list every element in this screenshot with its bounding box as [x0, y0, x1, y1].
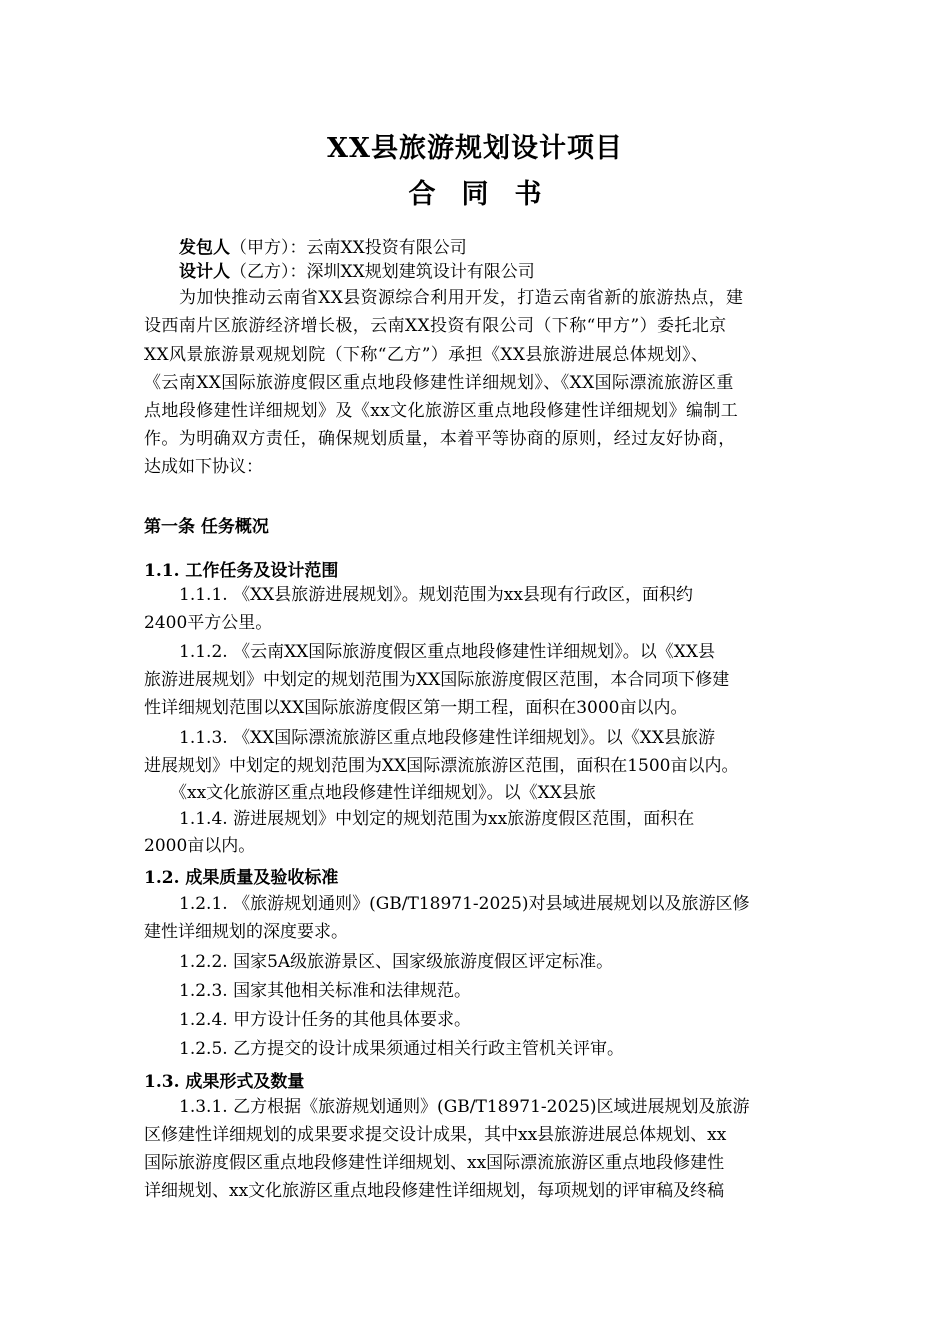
party-b-line — [179, 261, 535, 283]
party-a-value: （甲方）：云南XX投资有限公司 — [230, 238, 467, 258]
clause-1-1-4: 1.1.4. 游进展规划》中划定的规划范围为xx旅游度假区范围，面积在 — [179, 809, 695, 829]
clause-1-1-4-pre: 《xx文化旅游区重点地段修建性详细规划》。以《XX县旅 — [170, 783, 596, 803]
intro-line: 《云南XX国际旅游度假区重点地段修建性详细规划》、《XX国际漂流旅游区重 — [144, 373, 734, 393]
clause-1-2-5: 1.2.5. 乙方提交的设计成果须通过相关行政主管机关评审。 — [179, 1039, 625, 1059]
section-1-3-heading: 1.3. 成果形式及数量 — [144, 1072, 305, 1092]
clause-1-1-1: 1.1.1. 《XX县旅游进展规划》。规划范围为xx县现有行政区，面积约 — [179, 585, 693, 605]
section-1-2-heading: 1.2. 成果质量及验收标准 — [144, 868, 339, 888]
party-b-label: 设计人 — [179, 262, 230, 282]
clause-1-3-1-cont: 区修建性详细规划的成果要求提交设计成果，其中xx县旅游进展总体规划、xx — [144, 1125, 727, 1145]
clause-1-1-3-cont: 进展规划》中划定的规划范围为XX国际漂流旅游区范围，面积在1500亩以内。 — [144, 756, 739, 776]
party-a-line — [179, 237, 467, 259]
clause-1-2-1: 1.2.1. 《旅游规划通则》(GB/T18971-2025)对县域进展规划以及旅游区修 — [179, 894, 750, 914]
clause-1-2-1-cont: 建性详细规划的深度要求。 — [144, 922, 348, 942]
intro-line: 设西南片区旅游经济增长极，云南XX投资有限公司（下称“甲方”）委托北京 — [144, 316, 727, 336]
section-1-1-heading: 1.1. 工作任务及设计范围 — [144, 561, 339, 581]
clause-1-1-2: 1.1.2. 《云南XX国际旅游度假区重点地段修建性详细规划》。以《XX县 — [179, 642, 715, 662]
clause-1-1-4-cont: 2000亩以内。 — [144, 836, 256, 856]
clause-1-1-2-cont: 旅游进展规划》中划定的规划范围为XX国际旅游度假区范围，本合同项下修建 — [144, 670, 730, 690]
clause-1-2-2: 1.2.2. 国家5A级旅游景区、国家级旅游度假区评定标准。 — [179, 952, 614, 972]
intro-line: 达成如下协议： — [144, 457, 263, 477]
intro-line: 为加快推动云南省XX县资源综合利用开发，打造云南省新的旅游热点，建 — [179, 288, 744, 308]
clause-1-3-1-cont: 详细规划、xx文化旅游区重点地段修建性详细规划，每项规划的评审稿及终稿 — [144, 1181, 725, 1201]
article-1-heading: 第一条 任务概况 — [144, 517, 269, 537]
party-a-label: 发包人 — [179, 238, 230, 258]
clause-1-2-4: 1.2.4. 甲方设计任务的其他具体要求。 — [179, 1010, 472, 1030]
intro-line: 点地段修建性详细规划》及《xx文化旅游区重点地段修建性详细规划》编制工 — [144, 401, 739, 421]
party-b-value: （乙方）：深圳XX规划建筑设计有限公司 — [230, 262, 535, 282]
clause-1-3-1: 1.3.1. 乙方根据《旅游规划通则》(GB/T18971-2025)区域进展规划及旅游 — [179, 1097, 750, 1117]
clause-1-1-2-cont: 性详细规划范围以XX国际旅游度假区第一期工程，面积在3000亩以内。 — [144, 698, 688, 718]
document-subtitle: 合同书 — [408, 179, 568, 210]
clause-1-3-1-cont: 国际旅游度假区重点地段修建性详细规划、xx国际漂流旅游区重点地段修建性 — [144, 1153, 725, 1173]
clause-1-1-1-cont: 2400平方公里。 — [144, 613, 273, 633]
intro-line: XX风景旅游景观规划院（下称“乙方”）承担《XX县旅游进展总体规划》、 — [144, 345, 709, 365]
clause-1-1-3: 1.1.3. 《XX国际漂流旅游区重点地段修建性详细规划》。以《XX县旅游 — [179, 728, 715, 748]
document-title: XX县旅游规划设计项目 — [327, 133, 623, 164]
intro-line: 作。为明确双方责任，确保规划质量，本着平等协商的原则，经过友好协商， — [144, 429, 736, 449]
clause-1-2-3: 1.2.3. 国家其他相关标准和法律规范。 — [179, 981, 472, 1001]
